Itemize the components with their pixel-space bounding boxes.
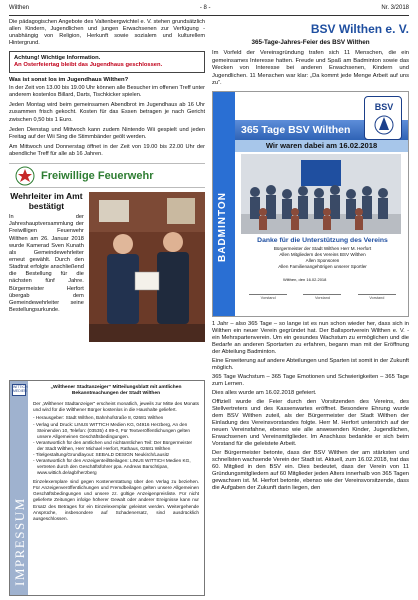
- certificate-thanks: [241, 237, 404, 269]
- fire-chief-text-block: [9, 192, 84, 342]
- certificate-thanks-title: Danke für die Unterstützung des Vereins: [257, 237, 388, 245]
- fire-chief-text: In der Jahreshauptversammlung der Freiwilligen Feuerwehr Wilthen am 26. Januar 2018 wurde Kamerad Sven Kunath als Gemeindewehrleiter erneut gewählt. Durch den Stadtrat erfolgte anschließend die Bestellung für die nächsten fünf Jahre. Bürgermeister Herfort übergab dem Gemeindewehrleiter seine Bestellungsurkunde.: [9, 214, 84, 314]
- youth-paragraph-1: In der Zeit von 13.00 bis 19.00 Uhr können alle Besucher im offenen Treff unter anderem kostenlos Billard, Darts, Tischkicker spielen.: [9, 84, 206, 99]
- certificate-date: Wilthen, den 16.02.2018: [283, 277, 327, 283]
- club-intro-block: [212, 50, 409, 87]
- signature-line: Vorstand: [358, 294, 396, 301]
- fire-chief-photo: [89, 192, 205, 342]
- club-paragraph: 1 Jahr – also 365 Tage – so lange ist es nun schon wieder her, dass sich in Wilthen ein neuer Verein gegründet hat. Der Ballsportverein Wilthen e. V. - ein Mehrspartenverein. Um ein gesundes Wachstum zu ermöglichen und die Bedarfe an anderen Sportarten zu erfahren, begann man mit der Eröffnung der Abteilung Badminton.: [212, 321, 409, 356]
- club-subtitle: 365-Tage-Jahres-Feier des BSV Wilthen: [251, 39, 370, 47]
- youth-paragraph-2: Jeden Montag wird beim gemeinsamen Abendbrot im Jugendhaus ab 16 Uhr zusammen frisch gekocht. Kosten für das Essen betragen je nach Gericht zwischen 0,50 bis 1 Euro.: [9, 102, 205, 123]
- impressum-item: - Titelgestaltung/Grundlayout: SEBALD DESIGN Neukirch/Lausitz: [33, 452, 199, 458]
- fire-brigade-banner: [9, 163, 205, 188]
- club-paragraph: Offiziell wurde die Feier durch den Vorsitzenden des Vereins, des Stellvertreters und des Kassenwartes eröffnet. Besondere Ehrung wurde dem BSV Wilthen zuteil, als der Bürgermeister der Stadt Wilthen der Einladung des Vereinsvorstandes folgte. Herr M. Herfort unterstrich auf der neuen Vereinsfahne, ebenso wie alle anwesenden Kinder, Jugendlichen, Erwachsenen und Vereinsmitglieder. Im Anschluss bedankte er sich beim Vorstand für die geleistete Arbeit.: [212, 399, 409, 448]
- youth-intro: Die pädagogischen Angebote des Valtenbergwichtel e. V. stehen grundsätzlich allen Kindern, Jugendlichen und jungen Erwachsenen zur Verfügung - unabhängig von Religion, Herkunft sowie sozialem und kulturellem Hintergrund.: [9, 19, 205, 47]
- club-badge-icon: [364, 96, 402, 140]
- notice-line-1: Achtung! Wichtige Information.: [14, 54, 101, 61]
- impressum-item: - Verantwortlich für den Anzeigenteil/Beilagen: LINUS WITTICH Medien KG, vertreten durch den Geschäftsführer ppa. Andreas Barschtipan, www.wittich.de/agb/herzberg: [33, 458, 199, 476]
- signature-line: Vorstand: [249, 294, 287, 301]
- club-badge-emblem-icon: [365, 97, 403, 141]
- impressum-band-label: IMPRESSUM: [12, 497, 27, 586]
- certificate-signatures: [241, 294, 404, 301]
- impressum-intro: Der „Wilthener Stadtanzeiger“ erscheint monatlich, jeweils zur Mitte des Monats und wird für die Wilthener Bürger kostenlos in die Haushalte geliefert.: [33, 400, 199, 412]
- certificate-line: Allen Mitgliedern des Vereins BSV Wilthen: [279, 252, 366, 257]
- impressum-outro: Einzelexemplare sind gegen Kostenerstattung über den Verlag zu beziehen. Für Anzeigenveröffentlichungen und Fremdbeilagen gelten unsere Allgemeinen Geschäftsbedingungen und unsere zz. gültige Anzeigenpreisliste. Für nicht gelieferte Zeitungen infolge höherer Gewalt oder anderer Ereignisse kann nur Ersatz des Betrages für ein Einzelexemplar geleistet werden. Weitergehende Ansprüche, insbesondere auf Schadenersatz, sind ausdrücklich ausgeschlossen.: [33, 479, 199, 521]
- header-town: Wilthen: [9, 5, 30, 11]
- impressum-item: - Verantwortlich für den amtlichen und nichtamtlichen Teil: Der Bürgermeister der Stadt Wilthen, Herr Michael Herfort, Rathaus, 02681 Wilthen: [33, 440, 199, 452]
- notice-box: [9, 51, 205, 74]
- right-column: [212, 19, 409, 494]
- impressum-box: [9, 380, 205, 596]
- certificate-line: Allen Sponsoren: [305, 257, 340, 263]
- club-paragraph: Eine Erweiterung auf andere Abteilungen und Sparten ist somit in der Zukunft möglich.: [212, 358, 409, 372]
- club-paragraph: Dies alles wurde am 16.02.2018 gefeiert.: [212, 390, 317, 397]
- anniversary-certificate: [212, 91, 409, 317]
- club-intro: Im Vorfeld der Vereinsgründung trafen sich 11 Menschen, die ein gemeinsames Interesse hatten. Freude und Spaß am Badminton sowie das Wecken von Interesse bei anderen Erwachsenen, Kindern und Jugendlichen. 11 Menschen war klar: „Da kommt jede Menge Arbeit auf uns zu“.: [212, 50, 409, 87]
- fire-chief-photo-illustration: [89, 192, 205, 342]
- signature-line: Vorstand: [303, 294, 341, 301]
- header-page-number: - 8 -: [199, 5, 211, 11]
- impressum-body: [28, 381, 204, 595]
- certificate-side-label: BADMINTON: [217, 192, 228, 263]
- certificate-line: Allen Familienangehörigen unserer Sportler: [278, 263, 367, 269]
- club-title: BSV Wilthen e. V.: [310, 22, 409, 36]
- publisher-logo: WITTICH MEDIEN: [12, 384, 26, 396]
- impressum-item: - Verlag und Druck: LINUS WITTICH Medien KG, 04916 Herzberg, An den Steinenden 10, Telefon: (03535) 4 89-0, Für Textveröffentlichungen gelten unsere Allgemeinen Geschäftsbedingungen.: [33, 422, 199, 440]
- youth-paragraph-3: Jeden Dienstag und Mittwoch kann zudem Nintendo Wii gespielt und jeden Freitag auf der Wii Sing die Stimmbänder geölt werden.: [9, 126, 205, 140]
- notice-line-2: An Osterfeiertag bleibt das Jugendhaus geschlossen.: [14, 62, 163, 69]
- fire-brigade-title: Freiwillige Feuerwehr: [41, 169, 154, 182]
- certificate-side-bar: [213, 92, 235, 316]
- club-paragraph: 365 Tage Wachstum – 365 Tage Emotionen und Schwierigkeiten – 365 Tage zum Lernen.: [212, 374, 409, 388]
- youth-paragraph-4: Am Mittwoch und Donnerstag öffnet in der Zeit von 19.00 bis 22.00 Uhr der abendliche Treff für alle ab 16 Jahren.: [9, 144, 205, 158]
- impressum-item: - Herausgeber: Stadt Wilthen, Bahnhofstraße 8, 02681 Wilthen: [33, 415, 199, 421]
- badge-label: BSV: [374, 102, 394, 113]
- club-article-body: [212, 321, 409, 492]
- certificate-line: Bürgermeister der Stadt Wilthen Herr M. Herfort: [273, 246, 372, 252]
- certificate-banner: Wir waren dabei am 16.02.2018: [235, 140, 408, 152]
- impressum-list: [33, 415, 199, 476]
- page-header: [9, 5, 409, 14]
- youth-section-heading: Was ist sonst los im Jugendhaus Wilthen?: [9, 77, 129, 84]
- fire-chief-heading: Wehrleiter im Amt bestätigt: [10, 191, 83, 211]
- fire-chief-article: [9, 192, 205, 342]
- header-rule: [9, 15, 409, 16]
- fire-brigade-emblem-icon: [15, 166, 35, 186]
- impressum-title: „Wilthener Stadtanzeiger“ Mitteilungsblatt mit amtlichen Bekanntmachungen der Stadt Wilthen: [50, 385, 182, 397]
- group-photo-illustration: [241, 154, 401, 234]
- left-column: [9, 19, 205, 342]
- club-paragraph: Der Bürgermeister betonte, dass der BSV Wilthen der am stärksten und schnellsten wachsende Verein der Stadt ist. Aktuell, zum 16.02.2018, trat das 60. Mitglied in den BSV ein. Dies bedeutet, dass der Verein von 11 Gründungsmitgliedern auf 60 Mitglieder jeden Alters innerhalb von 365 Tagen gewachsen ist. M. Herfort betonte, ebenso wie der Vereinsvorsitzende, dass die Aufgaben der Zukunft darin liegen, den: [212, 450, 409, 492]
- certificate-heading: 365 Tage BSV Wilthen: [235, 120, 408, 140]
- header-issue: Nr. 3/2018: [381, 5, 409, 11]
- group-photo: [241, 154, 401, 234]
- impressum-band: [10, 381, 28, 595]
